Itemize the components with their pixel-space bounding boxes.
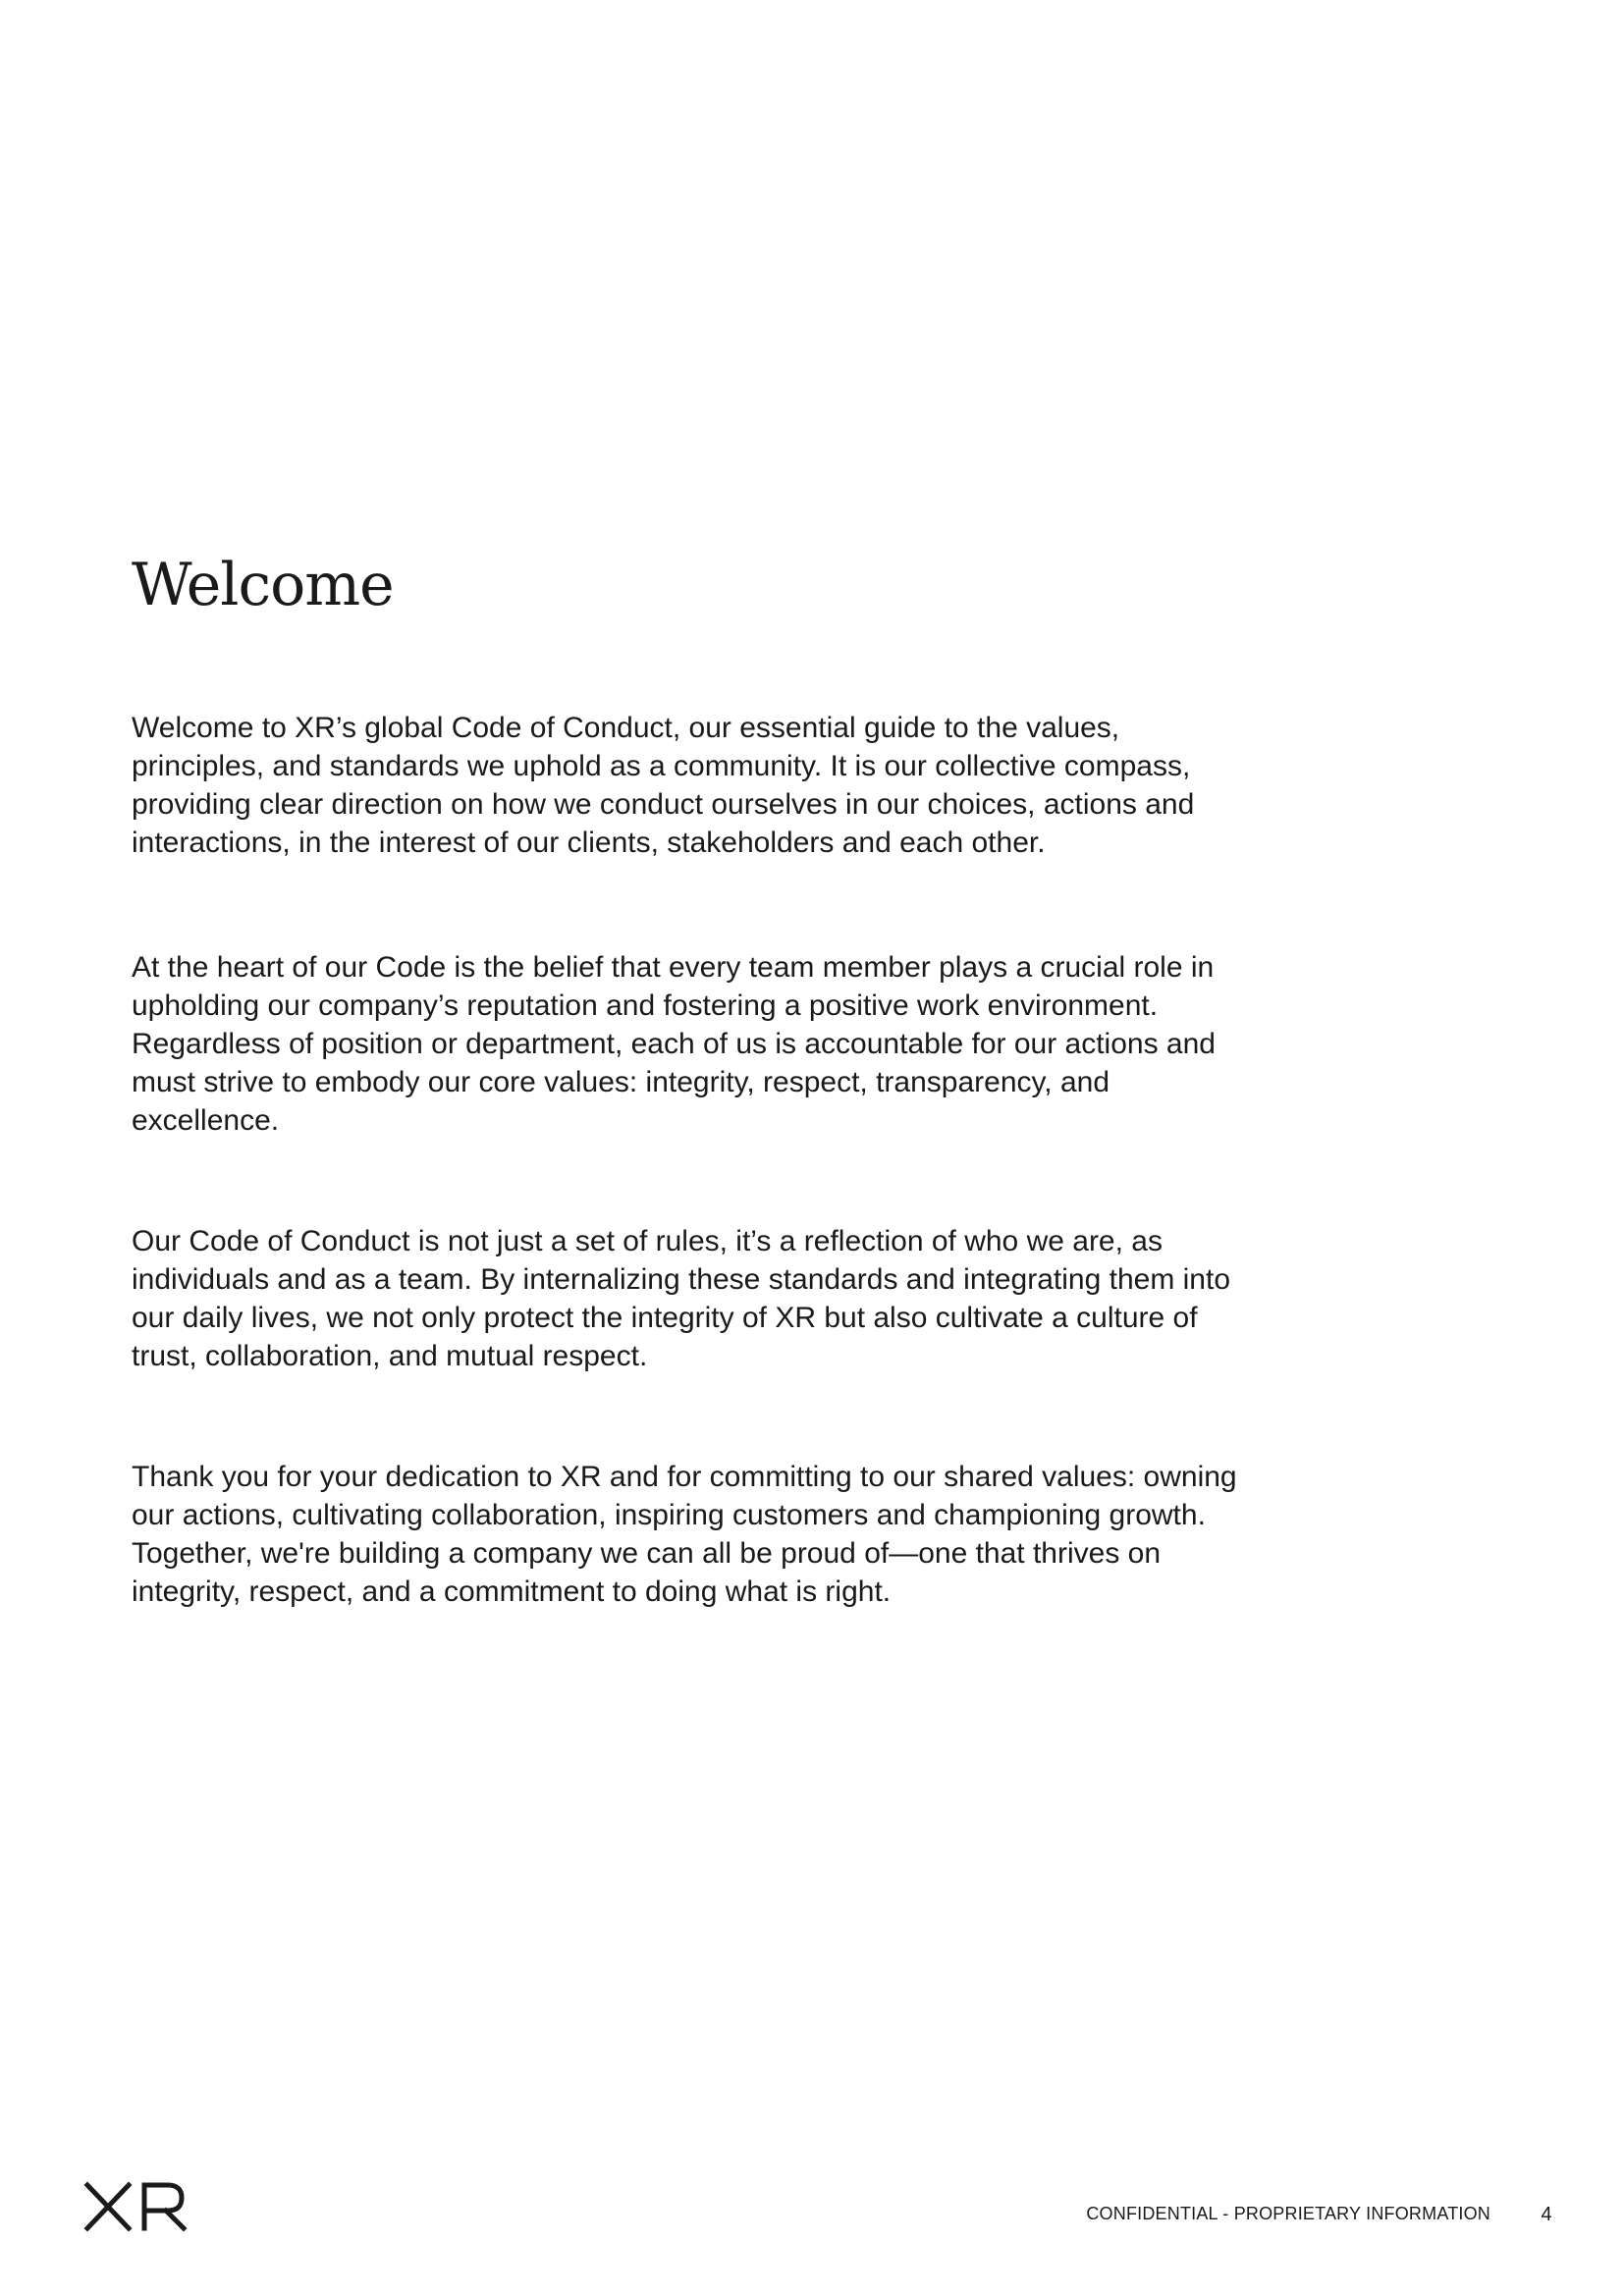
page-number: 4	[1541, 2204, 1552, 2225]
paragraph-reflection: Our Code of Conduct is not just a set of rules, it’s a reflection of who we are, as individuals and as a team. By internalizing these standards and integrating them into our daily lives, we not only protect the integrity of XR but also cultivate a culture of trust, collaboration, and mutual respect.	[132, 1225, 1231, 1372]
paragraph-intro: Welcome to XR’s global Code of Conduct, our essential guide to the values, principles, and standards we uphold as a community. It is our collective compass, providing clear direction on how we conduct ourselves in our choices, actions and interactions, in the interest of our clients, stakeholders and each other.	[132, 712, 1195, 859]
paragraph-heart-of-code: At the heart of our Code is the belief that every team member plays a crucial role in upholding our company’s reputation and fostering a positive work environment. Regardless of position or department, each of us is accountable for our actions and must strive to embody our core values: integrity, respect, transparency, and excellence.	[132, 951, 1216, 1137]
page-title: Welcome	[132, 551, 394, 619]
confidential-label: CONFIDENTIAL - PROPRIETARY INFORMATION	[1086, 2204, 1490, 2223]
paragraph-thank-you: Thank you for your dedication to XR and for committing to our shared values: owning our actions, cultivating collaboration, inspiring customers and championing growth. Together, we're building a company we can all be proud of—one that thrives on integrity, respect, and a commitment to doing what is right.	[132, 1461, 1237, 1608]
xr-logo-icon	[83, 2181, 189, 2232]
